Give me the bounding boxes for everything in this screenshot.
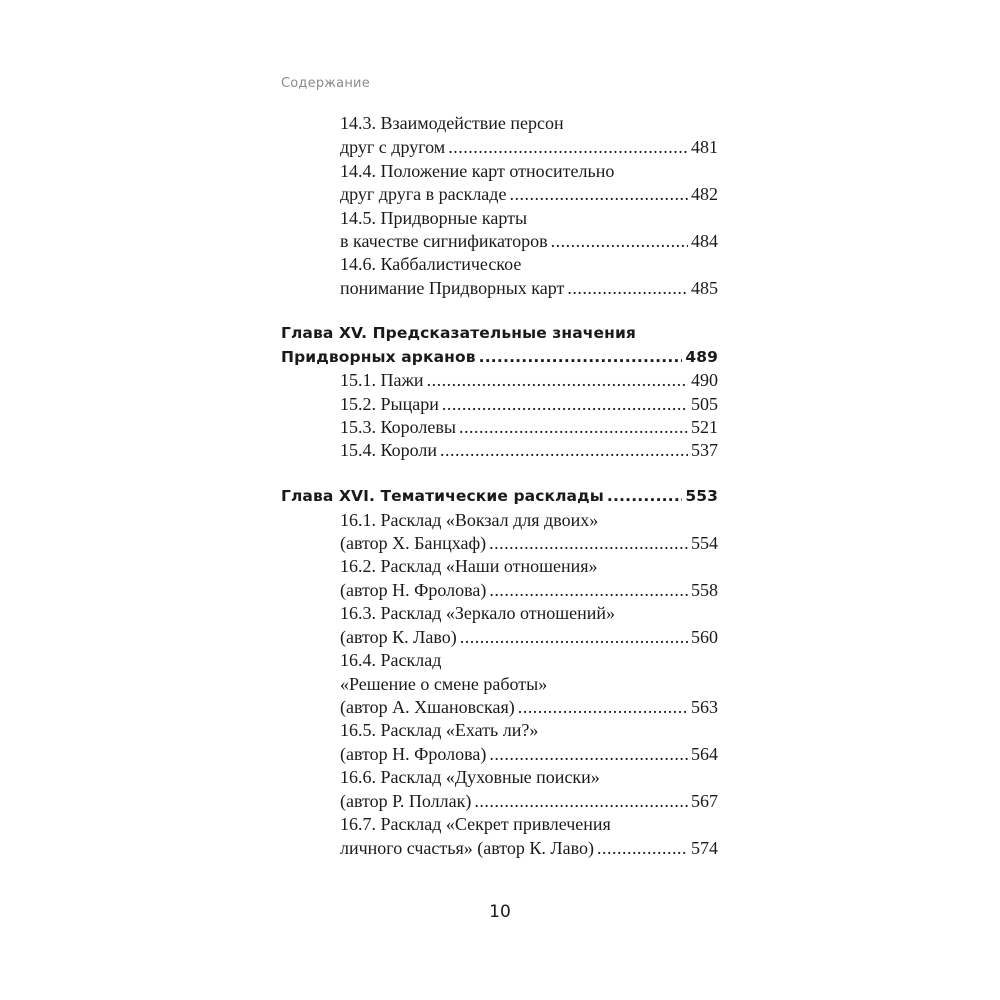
dot-leader (518, 696, 688, 719)
toc-entry-14-4-line1 (340, 160, 718, 183)
toc-entry-15-4[interactable] (340, 439, 718, 462)
toc-entry-16-7-line1 (340, 813, 718, 836)
toc-chapter-text: Глава XV. Предсказательные значения (281, 324, 636, 342)
dot-leader (479, 346, 683, 369)
toc-page-number: 564 (691, 744, 718, 764)
toc-entry-16-4-line1 (340, 649, 718, 672)
toc-chapter-15-line2[interactable] (281, 346, 718, 369)
toc-page-number: 490 (691, 370, 718, 390)
toc-entry-16-4-line3[interactable] (340, 696, 718, 719)
dot-leader (489, 532, 688, 555)
dot-leader (489, 743, 688, 766)
toc-page-number: 485 (691, 278, 718, 298)
toc-entry-text: 16.3. Расклад «Зеркало отношений» (340, 603, 615, 623)
toc-entry-text: в качестве сигнификаторов (340, 231, 548, 251)
toc-entry-16-5-line2[interactable] (340, 743, 718, 766)
toc-entry-text: 16.7. Расклад «Секрет привлечения (340, 814, 611, 834)
toc-page-number: 481 (691, 137, 718, 157)
dot-leader (567, 277, 688, 300)
toc-entry-14-3-line2[interactable] (340, 136, 718, 159)
toc-entry-16-3-line2[interactable] (340, 626, 718, 649)
dot-leader (427, 369, 688, 392)
toc-entry-text: личного счастья» (автор К. Лаво) (340, 838, 594, 858)
toc-entry-text: 16.4. Расклад (340, 650, 442, 670)
toc-entry-text: «Решение о смене работы» (340, 674, 548, 694)
dot-leader (597, 837, 688, 860)
dot-leader (551, 230, 688, 253)
toc-entry-16-7-line2[interactable] (340, 837, 718, 860)
toc-page-number: 574 (691, 838, 718, 858)
toc-entry-text: друг с другом (340, 137, 446, 157)
page-number: 10 (489, 902, 511, 922)
toc-entry-16-3-line1 (340, 602, 718, 625)
toc-page-number: 567 (691, 791, 718, 811)
toc-entry-text: (автор А. Хшановская) (340, 697, 515, 717)
dot-leader (442, 393, 688, 416)
toc-entry-text: 16.5. Расклад «Ехать ли?» (340, 720, 539, 740)
toc-entry-text: 15.3. Королевы (340, 417, 456, 437)
toc-entry-text: (автор Х. Банцхаф) (340, 533, 487, 553)
dot-leader (474, 790, 688, 813)
toc-entry-16-6-line2[interactable] (340, 790, 718, 813)
toc-entry-16-2-line1 (340, 555, 718, 578)
toc-page-number: 537 (691, 440, 718, 460)
toc-entry-text: (автор К. Лаво) (340, 627, 457, 647)
dot-leader (459, 416, 688, 439)
toc-page-number: 521 (691, 417, 718, 437)
toc-page-number: 560 (691, 627, 718, 647)
toc-entry-text: 15.4. Короли (340, 440, 437, 460)
toc-entry-15-1[interactable] (340, 369, 718, 392)
toc-page-number: 505 (691, 394, 718, 414)
toc-entry-16-1-line2[interactable] (340, 532, 718, 555)
toc-chapter-text: Придворных арканов (281, 348, 476, 366)
toc-entry-16-4-line2 (340, 673, 718, 696)
toc-entry-14-6-line2[interactable] (340, 277, 718, 300)
toc-entry-16-5-line1 (340, 719, 718, 742)
toc-entry-text: (автор Р. Поллак) (340, 791, 472, 811)
toc-page-number: 484 (691, 231, 718, 251)
toc-page-number: 489 (685, 348, 718, 366)
toc-page-number: 482 (691, 184, 718, 204)
dot-leader (509, 183, 688, 206)
toc-entry-14-5-line2[interactable] (340, 230, 718, 253)
toc-chapter-text: Глава XVI. Тематические расклады (281, 487, 604, 505)
toc-entry-text: (автор Н. Фролова) (340, 580, 487, 600)
toc-page-number: 553 (685, 487, 718, 505)
toc-entry-text: 15.2. Рыцари (340, 394, 439, 414)
toc-entry-text: (автор Н. Фролова) (340, 744, 487, 764)
toc-chapter-15-line1 (281, 322, 718, 345)
toc-entry-16-1-line1 (340, 509, 718, 532)
dot-leader (460, 626, 688, 649)
toc-page-number: 558 (691, 580, 718, 600)
toc-entry-text: 14.3. Взаимодействие персон (340, 113, 564, 133)
toc-entry-14-5-line1 (340, 207, 718, 230)
toc-entry-text: 16.1. Расклад «Вокзал для двоих» (340, 510, 599, 530)
toc-entry-text: 15.1. Пажи (340, 370, 424, 390)
toc-entry-15-3[interactable] (340, 416, 718, 439)
dot-leader (489, 579, 688, 602)
dot-leader (448, 136, 688, 159)
toc-entry-text: друг друга в раскладе (340, 184, 507, 204)
toc-page-number: 563 (691, 697, 718, 717)
toc-entry-text: 16.2. Расклад «Наши отношения» (340, 556, 598, 576)
toc-entry-14-6-line1 (340, 253, 718, 276)
toc-entry-16-6-line1 (340, 766, 718, 789)
toc-chapter-16[interactable] (281, 485, 718, 508)
dot-leader (607, 485, 682, 508)
toc-entry-text: 14.4. Положение карт относительно (340, 161, 615, 181)
toc-entry-14-3-line1 (340, 112, 718, 135)
running-head: Содержание (281, 76, 370, 91)
toc-entry-text: понимание Придворных карт (340, 278, 565, 298)
toc-entry-text: 14.6. Каббалистическое (340, 254, 522, 274)
toc-entry-15-2[interactable] (340, 393, 718, 416)
toc-entry-text: 16.6. Расклад «Духовные поиски» (340, 767, 600, 787)
toc-entry-14-4-line2[interactable] (340, 183, 718, 206)
dot-leader (440, 439, 688, 462)
toc-entry-16-2-line2[interactable] (340, 579, 718, 602)
toc-page-number: 554 (691, 533, 718, 553)
toc-entry-text: 14.5. Придворные карты (340, 208, 528, 228)
